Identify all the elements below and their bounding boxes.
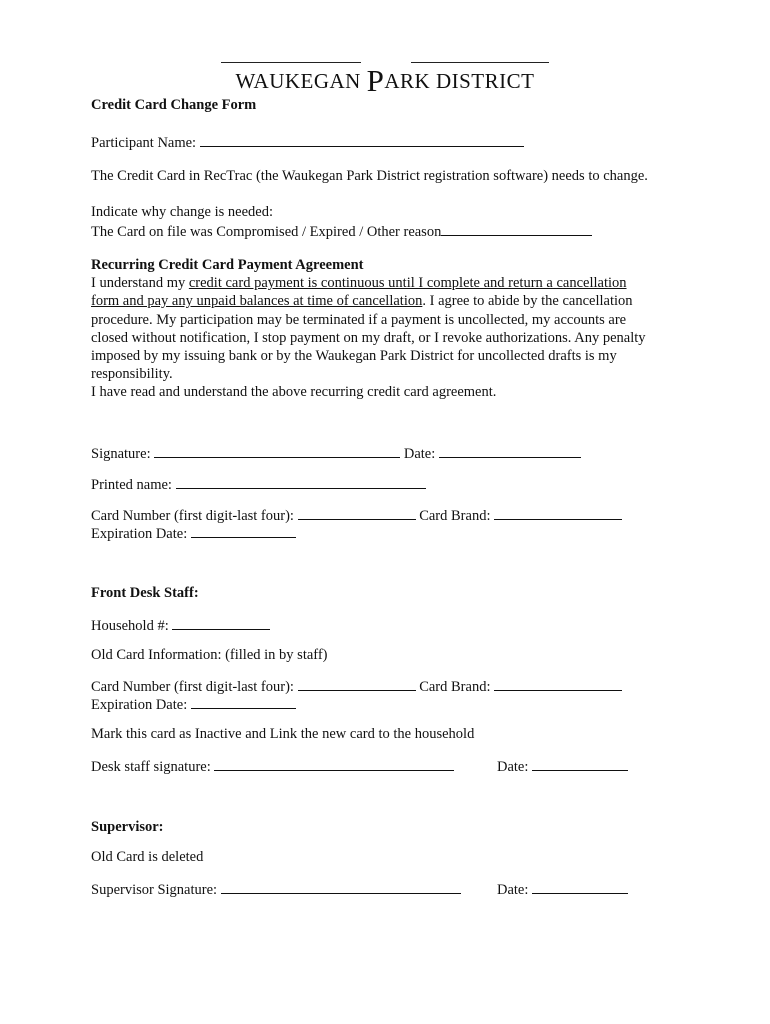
desk-staff-signature-field[interactable]	[214, 757, 454, 771]
household-row	[91, 616, 270, 635]
why-change-label: Indicate why change is needed:	[91, 204, 273, 220]
signature-field[interactable]	[154, 444, 400, 458]
desk-staff-signature-row	[91, 757, 454, 776]
staff-expiration-field[interactable]	[191, 695, 296, 709]
desk-staff-date-field[interactable]	[532, 757, 628, 771]
other-reason-field[interactable]	[441, 222, 592, 236]
card-number-row	[91, 506, 622, 525]
signature-date-label: Date:	[403, 446, 436, 462]
desk-staff-signature-label: Desk staff signature:	[91, 759, 211, 775]
card-number-field[interactable]	[298, 506, 416, 520]
card-brand-field[interactable]	[494, 506, 622, 520]
desk-staff-date-label: Date:	[497, 759, 529, 775]
card-brand-label: Card Brand:	[419, 508, 491, 524]
staff-card-number-field[interactable]	[298, 677, 416, 691]
expiration-row	[91, 524, 296, 543]
signature-label: Signature:	[91, 446, 151, 462]
agreement-heading: Recurring Credit Card Payment Agreement	[91, 257, 364, 273]
supervisor-date-row	[497, 880, 628, 899]
card-number-label: Card Number (first digit-last four):	[91, 508, 294, 524]
old-card-deleted-text: Old Card is deleted	[91, 849, 204, 865]
old-card-info: Old Card Information: (filled in by staff)	[91, 647, 328, 663]
mark-inactive-text: Mark this card as Inactive and Link the new card to the household	[91, 726, 475, 742]
agreement-line-2	[91, 293, 633, 310]
agreement-body: procedure. My participation may be terminated if a payment is uncollected, my accounts are closed without notification, I stop payment on my draft, or I revoke authorizations. Any penalty imposed by my issuing bank or by the Waukegan Park District for uncollected drafts is my responsibility. I have read and understand the above recurring credit card agreement.	[91, 312, 646, 400]
staff-card-number-row	[91, 677, 622, 696]
supervisor-signature-row	[91, 880, 461, 899]
household-label: Household #:	[91, 618, 169, 634]
agreement-underlined-1: credit card payment is continuous until I complete and return a cancellation	[188, 275, 627, 291]
printed-name-row	[91, 475, 426, 494]
staff-expiration-label: Expiration Date:	[91, 697, 188, 713]
supervisor-date-field[interactable]	[532, 880, 628, 894]
front-desk-heading: Front Desk Staff:	[91, 585, 199, 601]
printed-name-label: Printed name:	[91, 477, 172, 493]
staff-card-number-label: Card Number (first digit-last four):	[91, 679, 294, 695]
signature-row	[91, 444, 581, 463]
reason-label: The Card on file was Compromised / Expired / Other reason	[91, 224, 442, 240]
staff-expiration-row	[91, 695, 296, 714]
supervisor-signature-label: Supervisor Signature:	[91, 882, 218, 898]
agreement-underlined-2: form and pay any unpaid balances at time of cancellation	[91, 293, 423, 309]
expiration-label: Expiration Date:	[91, 526, 188, 542]
printed-name-field[interactable]	[176, 475, 426, 489]
desk-staff-date-row	[497, 757, 628, 776]
staff-card-brand-field[interactable]	[494, 677, 622, 691]
logo-text-first: WAUKEGAN	[235, 69, 367, 93]
signature-date-field[interactable]	[439, 444, 581, 458]
logo-text	[221, 62, 549, 98]
agreement-line-1	[91, 275, 627, 292]
reason-row	[91, 222, 592, 241]
waukegan-park-district-logo	[221, 50, 549, 98]
intro-text: The Credit Card in RecTrac (the Waukegan Park District registration software) needs to change.	[91, 168, 648, 184]
participant-name-field[interactable]	[200, 133, 524, 147]
agreement-rest-line-2: . I agree to abide by the cancellation	[422, 293, 633, 309]
staff-card-brand-label: Card Brand:	[419, 679, 491, 695]
expiration-field[interactable]	[191, 524, 296, 538]
logo-text-big: P	[366, 63, 385, 98]
logo-text-rest: ARK DISTRICT	[384, 69, 535, 93]
supervisor-date-label: Date:	[497, 882, 529, 898]
form-title: Credit Card Change Form	[91, 97, 257, 113]
participant-name-row	[91, 133, 524, 152]
supervisor-heading: Supervisor:	[91, 819, 164, 835]
participant-name-label: Participant Name:	[91, 135, 197, 151]
household-field[interactable]	[172, 616, 270, 630]
agreement-lead: I understand my	[91, 275, 189, 291]
supervisor-signature-field[interactable]	[221, 880, 461, 894]
